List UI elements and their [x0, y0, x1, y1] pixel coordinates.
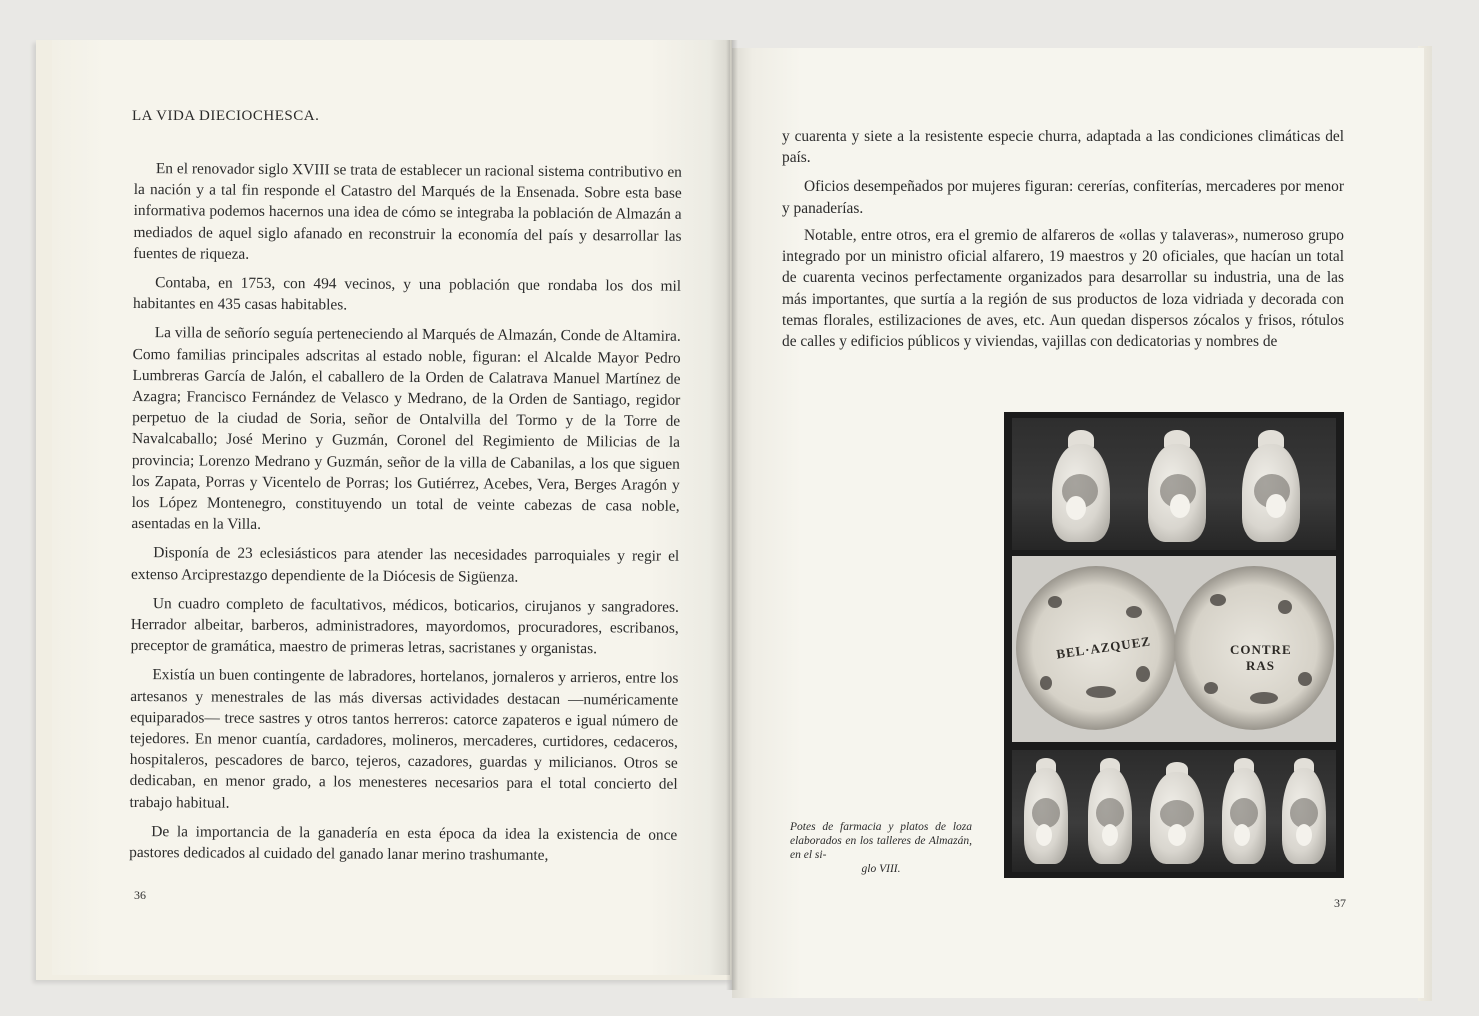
jar-label	[1234, 824, 1250, 846]
book-gutter	[726, 40, 738, 990]
pharmacy-jar	[1150, 772, 1204, 864]
paragraph: En el renovador siglo XVIII se trata de establecer un racional sistema contributivo en la nación y a tal fin responde el Catastro del Marqués de la Ensenada. Sobre esta base informativa podemos hacernos una idea de cómo se integraba la población de Almazán a mediados de aquel siglo afanado en reconstruir la economía del país y desarrollar las fuentes de riqueza.	[133, 160, 682, 263]
plate-inscription: BEL·AZQUEZ	[1055, 633, 1152, 662]
jar-label	[1296, 824, 1312, 846]
plate-pattern	[1278, 600, 1292, 614]
paragraph: De la importancia de la ganadería en esta época da idea la existencia de once pastores dedicados al cuidado del ganado lanar merino trashumante,	[129, 823, 678, 865]
right-page-body-top	[782, 126, 1344, 219]
pharmacy-jar	[1282, 768, 1326, 864]
pottery-photograph	[1004, 412, 1344, 878]
photo-caption	[790, 820, 972, 876]
paragraph: Contaba, en 1753, con 494 vecinos, y una población que rondaba los dos mil habitantes en 435 casas habitables.	[132, 274, 682, 314]
pharmacy-jar	[1242, 444, 1300, 542]
pharmacy-jar	[1148, 444, 1206, 542]
page-number-left: 36	[134, 888, 146, 902]
page-number-right: 37	[1334, 896, 1346, 910]
plate-pattern	[1126, 606, 1142, 618]
paragraph: Un cuadro completo de facultativos, médicos, boticarios, cirujanos y sangradores. Herrador albeitar, barberos, administradores, mayordomos, procuradores, escribanos, preceptor de gramática, maestro de primeras letras, sacristanes y organistas.	[130, 595, 679, 658]
plate-pattern	[1086, 686, 1116, 698]
paragraph: Notable, entre otros, era el gremio de alfareros de «ollas y talaveras», numeroso grupo integrado por un ministro oficial alfarero, 19 maestros y 20 oficiales, que hacían un total de cuarenta vecinos perfectamente organizados para desarrollar su industria, una de las más importantes, que surtía a la región de sus productos de loza vidriada y decorada con temas florales, estilizaciones de aves, etc. Aun quedan dispersos zócalos y frisos, rótulos de calles y edificios públicos y viviendas, vajillas con dedicatorias y nombres de	[782, 227, 1344, 351]
paragraph: Existía un buen contingente de labradores, hortelanos, jornaleros y arrieros, entre los artesanos y menestrales de las más diversas actividades destacan —numéricamente equiparados— trece sastres y otros tantos herreros: catorce zapateros e igual número de tejedores. En menor cuantía, cardadores, molineros, mercaderes, curtidores, cedaceros, hospitaleros, pescadores de barco, tejeros, cazadores, guardas y milicianos. Otros se dedicaban, en menor grado, a los menesteres necesarios para el total concierto del trabajo habitual.	[129, 666, 679, 812]
plate-pattern	[1298, 672, 1312, 686]
pharmacy-jar	[1088, 768, 1132, 864]
plate-pattern	[1250, 692, 1278, 704]
paragraph: Oficios desempeñados por mujeres figuran: cererías, confiterías, mercaderes por menor y panaderías.	[782, 178, 1344, 217]
plates-row	[1012, 556, 1336, 742]
plate-pattern	[1204, 682, 1218, 694]
plate-inscription: CONTRE	[1230, 642, 1292, 657]
bottom-shelf	[1012, 750, 1336, 872]
plate-pattern	[1040, 676, 1052, 690]
plate-pattern	[1210, 594, 1226, 606]
paragraph: Disponía de 23 eclesiásticos para atender las necesidades parroquiales y regir el extenso Arciprestazgo dependiente de la Diócesis de Sigüenza.	[131, 544, 680, 586]
top-shelf	[1012, 418, 1336, 550]
decorated-plate	[1016, 566, 1176, 730]
paragraph: La villa de señorío seguía perteneciendo al Marqués de Almazán, Conde de Altamira. Como familias principales adscritas al estado noble, figuran: el Alcalde Mayor Pedro Lumbreras García de Jalón, el caballero de la Orden de Calatrava Manuel Martínez de Azagra; Francisco Fernández de Velasco y Medrano, de la Orden de Santiago, regidor perpetuo de la ciudad de Soria, señor de Ontalvilla del Tormo y de la Torre de Navalcaballo; José Merino y Guzmán, Coronel del Regimiento de Milicias de la provincia; Lorenzo Medrano y Guzmán, señor de la villa de Cabanilas, a los que siguen los Zapata, Porras y Vicentelo de Porras; los Gutiérrez, Acebes, Vera, Berges Aragón y los López Montenegro, constituyendo un total de veinte cabezas de casa noble, asentadas en la Villa.	[131, 324, 681, 534]
caption-text-end: glo VIII.	[861, 863, 901, 875]
caption-text: Potes de farmacia y platos de loza elaborados en los talleres de Almazán, en el si-	[790, 821, 972, 861]
jar-label	[1168, 824, 1186, 846]
jar-label	[1170, 494, 1190, 518]
plate-pattern	[1048, 596, 1062, 608]
jar-label	[1036, 824, 1052, 846]
jar-label	[1066, 496, 1086, 520]
pharmacy-jar	[1222, 768, 1266, 864]
jar-label	[1266, 494, 1286, 518]
paragraph: y cuarenta y siete a la resistente especie churra, adaptada a las condiciones climáticas del país.	[782, 128, 1344, 167]
plate-inscription: RAS	[1246, 658, 1276, 673]
chapter-heading: LA VIDA DIECIOCHESCA.	[132, 108, 320, 124]
decorated-plate	[1174, 566, 1334, 730]
left-page-body	[129, 158, 682, 867]
right-page-body-mid	[782, 225, 1344, 352]
plate-pattern	[1136, 666, 1150, 682]
pharmacy-jar	[1052, 444, 1110, 542]
pharmacy-jar	[1024, 768, 1068, 864]
jar-label	[1102, 824, 1118, 846]
